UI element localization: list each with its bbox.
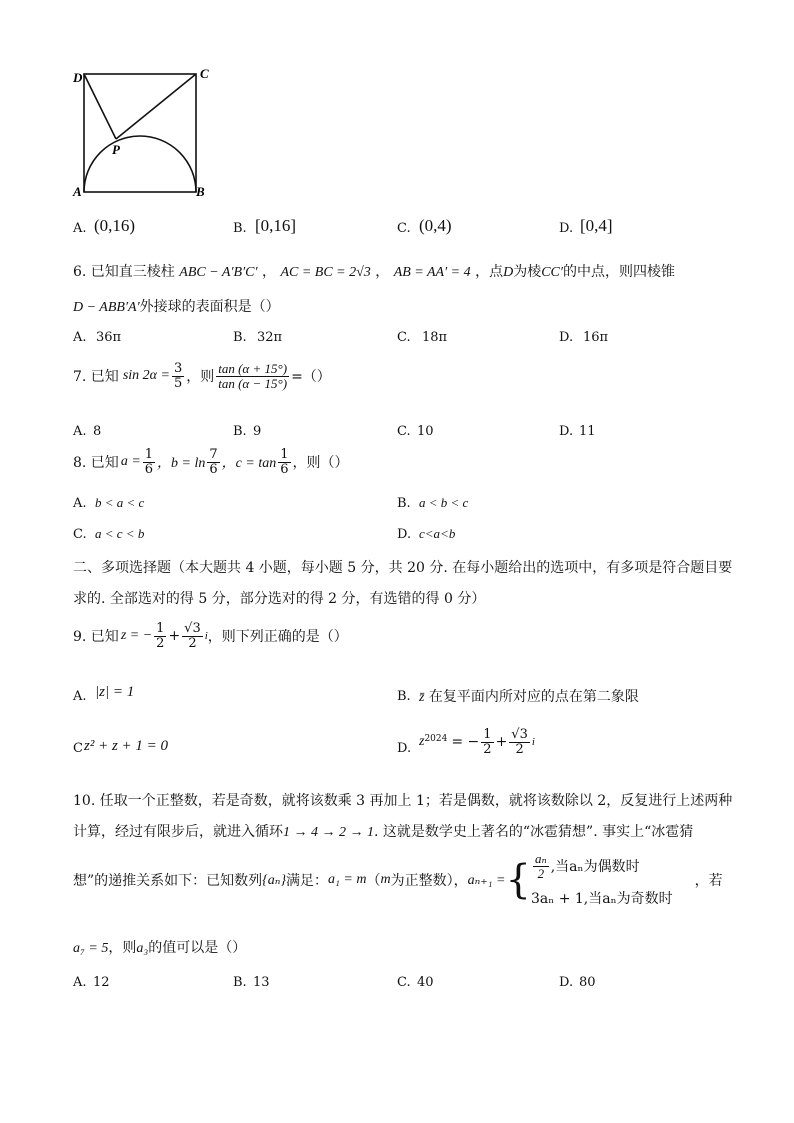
- q10-case2-text: 3aₙ + 1,当aₙ为奇数时: [530, 891, 673, 907]
- q6-ab-aa: AB = AA′ = 4: [393, 265, 471, 280]
- semicircle-arc: [84, 136, 196, 192]
- q8-option-d[interactable]: c<a<b: [419, 526, 456, 541]
- section2-line1: 二、多项选择题（本大题共 4 小题，每小题 5 分，共 20 分. 在每小题给出的选项中，有多项是符合题目要: [73, 560, 733, 576]
- q9-option-c-letter[interactable]: C: [73, 741, 83, 756]
- q10-option-c[interactable]: 40: [417, 975, 434, 990]
- q9-option-d-f2-den: 2: [515, 741, 524, 757]
- q8-option-a-letter[interactable]: A.: [73, 496, 87, 511]
- q9-fraction-2: [182, 622, 203, 650]
- q7-option-c[interactable]: 10: [417, 424, 434, 439]
- q10-case1-text: ,当aₙ为偶数时: [550, 859, 640, 876]
- q10-option-b[interactable]: 13: [253, 975, 270, 990]
- q10-a1: a₁ = m: [328, 872, 367, 887]
- q10-a3: a₃: [136, 941, 149, 956]
- label-a: A: [73, 184, 82, 199]
- geometry-figure: [70, 62, 230, 202]
- q10-line3: [73, 852, 723, 908]
- square-outline: [84, 74, 196, 192]
- q9-option-b-letter[interactable]: B.: [397, 689, 411, 704]
- q9-prefix: 9. 已知: [73, 629, 119, 646]
- q5-option-b-letter[interactable]: B.: [233, 221, 247, 236]
- q9-option-d-z: z: [419, 734, 425, 750]
- q7-frac-num: 3: [173, 361, 183, 376]
- q8-option-c[interactable]: a < c < b: [95, 526, 145, 541]
- q9-option-a-letter[interactable]: A.: [73, 689, 87, 704]
- q5-option-c-letter[interactable]: C.: [397, 221, 411, 236]
- segment-dp: [84, 74, 116, 139]
- q6-prism: ABC − A′B′C′: [179, 265, 258, 280]
- q7-mid: ，则: [186, 369, 215, 386]
- q8-a-den: 6: [144, 461, 154, 477]
- q6-option-b[interactable]: 32π: [257, 330, 283, 345]
- q10-option-b-letter[interactable]: B.: [233, 975, 247, 990]
- q10-case1-fraction: [533, 852, 549, 880]
- label-c: C: [200, 66, 209, 81]
- q10-line3-a: 想”的递推关系如下：已知数列: [73, 873, 263, 889]
- q6-option-b-letter[interactable]: B.: [233, 330, 247, 345]
- q8-a-expr: a =: [120, 454, 141, 470]
- q9-option-d-fraction-2: [509, 728, 530, 756]
- q9-option-a[interactable]: |z| = 1: [95, 684, 135, 700]
- q8-option-b[interactable]: a < b < c: [419, 495, 469, 510]
- q9-i: i: [204, 630, 208, 643]
- q8-b-expr: ，b = ln: [157, 456, 206, 472]
- q8-b-den: 6: [209, 461, 218, 477]
- q10-line2-b: . 这就是数学史上著名的“冰雹猜想”. 事实上“冰雹猜: [374, 824, 694, 840]
- q8-option-c-letter[interactable]: C.: [73, 527, 87, 542]
- q8-c-den: 6: [280, 461, 289, 477]
- q10-line3-b: 满足：: [286, 873, 329, 889]
- q10-an1: aₙ₊₁ =: [467, 872, 506, 888]
- q9-option-d-eq: = −: [451, 734, 480, 751]
- q9-f1-den: 2: [156, 635, 165, 651]
- q6-stem-line1: 6. 已知直三棱柱 ABC − A′B′C′ ， AC = BC = 2√3 ， AB = AA′ = 4 ，点D为棱CC′的中点，则四棱锥: [73, 264, 675, 280]
- q9-f1-num: 1: [156, 621, 165, 636]
- q10-option-c-letter[interactable]: C.: [397, 975, 411, 990]
- q7-option-a-letter[interactable]: A.: [73, 424, 87, 439]
- label-d: D: [73, 70, 83, 85]
- q9-f2-den: 2: [188, 635, 197, 651]
- q7-option-c-letter[interactable]: C.: [397, 424, 411, 439]
- q7-tan-den: tan (α − 15°): [218, 375, 288, 391]
- q9-option-d-letter[interactable]: D.: [397, 741, 412, 756]
- q7-suffix: =（）: [291, 369, 331, 386]
- q6-stem-line2: [73, 296, 280, 316]
- q9-option-d-f2-num: √3: [511, 727, 528, 742]
- q10-line4-c: 的值可以是（）: [148, 940, 247, 956]
- q8-suffix: ，则（）: [292, 455, 349, 472]
- q10-option-d-letter[interactable]: D.: [559, 975, 574, 990]
- q7-sin-expr: sin 2α =: [122, 368, 170, 384]
- q7-frac-den: 5: [173, 375, 183, 391]
- q9-f2-num: √3: [184, 621, 201, 636]
- q5-option-d[interactable]: [0,4]: [580, 216, 613, 235]
- q6-suffix-b: 为棱: [513, 264, 542, 280]
- q9-option-d-i: i: [531, 736, 535, 749]
- q7-option-b[interactable]: 9: [253, 424, 262, 439]
- q6-suffix-a: ，点: [475, 264, 504, 280]
- q6-ac-bc: AC = BC = 2√3: [280, 265, 371, 280]
- q7-option-a[interactable]: 8: [93, 424, 102, 439]
- q9-option-d-fraction-1: [481, 728, 493, 756]
- q5-option-b[interactable]: [0,16]: [255, 216, 297, 235]
- q8-c-fraction: [278, 448, 290, 476]
- q7-option-d-letter[interactable]: D.: [559, 424, 574, 439]
- q6-line2-suffix: 外接球的表面积是（）: [139, 299, 280, 315]
- q10-case1-den: 2: [537, 865, 545, 881]
- q8-option-a[interactable]: b < a < c: [95, 495, 145, 510]
- q10-line3-d: 为正整数），: [390, 873, 468, 889]
- q9-option-c[interactable]: z² + z + 1 = 0: [84, 738, 169, 754]
- q10-line4: [73, 937, 246, 957]
- q6-edge: CC′: [541, 265, 563, 280]
- q9-option-b-zbar: z̄: [419, 690, 425, 705]
- q6-point-d: D: [503, 265, 514, 280]
- q10-option-a[interactable]: 12: [93, 975, 110, 990]
- q9-option-d-f1-den: 2: [483, 741, 492, 757]
- q7-tan-num: tan (α + 15°): [218, 361, 288, 376]
- section2-line2: 求的. 全部选对的得 5 分，部分选对的得 2 分，有选错的得 0 分）: [73, 591, 486, 607]
- q9-fraction-1: [154, 622, 166, 650]
- q9-option-d[interactable]: [419, 728, 535, 756]
- q7-tan-fraction: [216, 362, 289, 390]
- q9-suffix: ，则下列正确的是（）: [207, 629, 348, 646]
- q6-suffix-c: 的中点，则四棱锥: [562, 264, 675, 280]
- q10-line2-a: 计算，经过有限步后，就进入循环: [73, 824, 283, 840]
- q7-stem: [73, 362, 331, 390]
- q6-option-d-letter[interactable]: D.: [559, 330, 574, 345]
- q8-b-fraction: [207, 448, 219, 476]
- q10-brace: {: [505, 857, 531, 903]
- q9-option-b-text: 在复平面内所对应的点在第二象限: [428, 689, 639, 705]
- q9-option-d-plus: +: [495, 734, 508, 751]
- q10-line4-b: ，则: [108, 940, 137, 956]
- q6-pyramid: D − ABB′A′: [73, 300, 140, 315]
- q9-stem: [73, 622, 348, 650]
- q10-case-1: [531, 852, 673, 880]
- q10-a7: a₇ = 5: [73, 941, 109, 956]
- q9-option-b[interactable]: [419, 686, 639, 706]
- q10-cycle: 1 → 4 → 2 → 1: [283, 825, 374, 840]
- q5-option-c[interactable]: (0,4): [419, 216, 452, 235]
- q10-option-a-letter[interactable]: A.: [73, 975, 87, 990]
- q8-option-d-letter[interactable]: D.: [397, 527, 412, 542]
- q7-option-d[interactable]: 11: [579, 424, 596, 439]
- q6-option-c-letter[interactable]: C.: [397, 330, 411, 345]
- q6-option-a[interactable]: 36π: [96, 330, 122, 345]
- q9-z-expr: z = −: [120, 628, 153, 644]
- q5-option-a-letter[interactable]: A.: [73, 221, 87, 236]
- segment-cp: [116, 74, 196, 139]
- q7-prefix: 7. 已知: [73, 369, 119, 386]
- q10-line1: 10. 任取一个正整数，若是奇数，就将该数乘 3 再加上 1；若是偶数，就将该数除以 2，反复进行上述两种: [73, 793, 733, 809]
- label-p: P: [112, 142, 120, 157]
- q7-option-b-letter[interactable]: B.: [233, 424, 247, 439]
- q8-a-fraction: [143, 448, 155, 476]
- q10-case1-num: aₙ: [534, 851, 547, 866]
- q10-line3-c: （: [366, 873, 381, 889]
- q10-line2: [73, 821, 693, 841]
- q5-option-d-letter[interactable]: D.: [559, 221, 574, 236]
- q10-seq: {aₙ}: [262, 872, 287, 888]
- q8-a-num: 1: [144, 447, 154, 462]
- q6-option-a-letter[interactable]: A.: [73, 330, 87, 345]
- q8-prefix: 8. 已知: [73, 455, 119, 472]
- q8-option-b-letter[interactable]: B.: [397, 496, 411, 511]
- q6-option-d[interactable]: 16π: [583, 330, 609, 345]
- q10-line3-e: ，若: [694, 873, 723, 889]
- q9-plus: +: [168, 628, 181, 645]
- label-b: B: [196, 184, 205, 199]
- q10-option-d[interactable]: 80: [579, 975, 596, 990]
- q9-option-d-f1-num: 1: [483, 727, 492, 742]
- q10-cases: [531, 852, 673, 908]
- q8-stem: [73, 448, 349, 476]
- q5-option-a[interactable]: (0,16): [94, 216, 136, 235]
- q7-fraction: [172, 362, 184, 390]
- q6-prefix: 6. 已知直三棱柱: [73, 264, 175, 280]
- q8-c-expr: ，c = tan: [221, 456, 277, 472]
- q8-b-num: 7: [209, 447, 218, 462]
- q8-c-num: 1: [280, 447, 289, 462]
- q6-option-c[interactable]: 18π: [422, 330, 448, 345]
- q9-option-d-exp: 2024: [424, 734, 448, 744]
- q10-m: m: [380, 872, 391, 887]
